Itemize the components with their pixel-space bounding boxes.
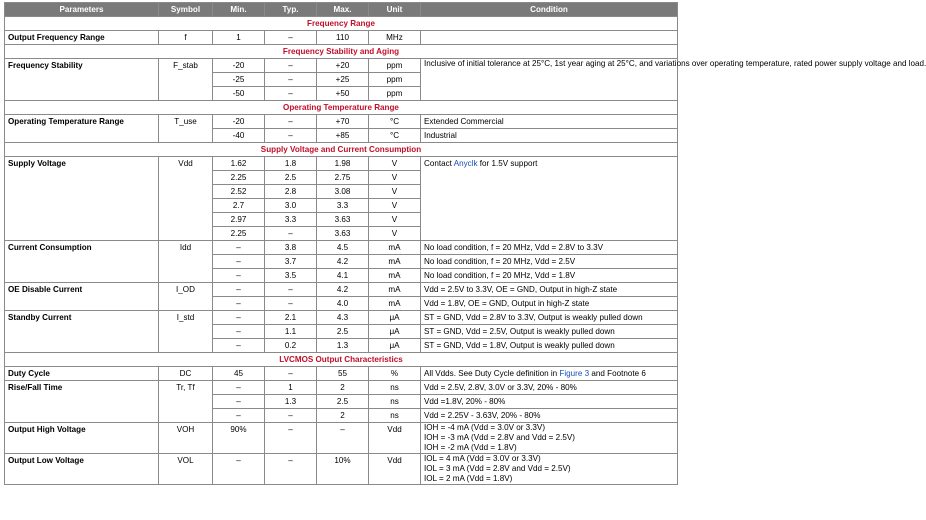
symbol-cell: Tr, Tf xyxy=(159,381,213,423)
param-frequency-stability: Frequency Stability xyxy=(5,59,159,101)
typ-cell: – xyxy=(265,129,317,143)
unit-cell: °C xyxy=(369,115,421,129)
typ-cell: 1.1 xyxy=(265,325,317,339)
section-row xyxy=(5,101,678,115)
min-cell: 1.62 xyxy=(213,157,265,171)
unit-cell: mA xyxy=(369,297,421,311)
symbol-cell: F_stab xyxy=(159,59,213,101)
max-cell: 2.5 xyxy=(317,395,369,409)
table-row xyxy=(5,311,678,325)
typ-cell: – xyxy=(265,73,317,87)
param-standby-current: Standby Current xyxy=(5,311,159,353)
max-cell: 4.2 xyxy=(317,283,369,297)
section-title-frequency-stability: Frequency Stability and Aging xyxy=(5,45,678,59)
typ-cell: – xyxy=(265,409,317,423)
unit-cell: μA xyxy=(369,325,421,339)
min-cell: – xyxy=(213,255,265,269)
max-cell: 55 xyxy=(317,367,369,381)
typ-cell: 1 xyxy=(265,381,317,395)
unit-cell: ppm xyxy=(369,73,421,87)
table-row xyxy=(5,31,678,45)
min-cell: – xyxy=(213,283,265,297)
table-row xyxy=(5,367,678,381)
max-cell: 10% xyxy=(317,454,369,485)
table-row xyxy=(5,381,678,395)
condition-cell xyxy=(421,367,678,381)
condition-cell: Vdd =1.8V, 20% - 80% xyxy=(421,395,678,409)
param-duty-cycle: Duty Cycle xyxy=(5,367,159,381)
param-output-high-voltage: Output High Voltage xyxy=(5,423,159,454)
section-row xyxy=(5,143,678,157)
max-cell: 4.1 xyxy=(317,269,369,283)
unit-cell: mA xyxy=(369,269,421,283)
symbol-cell: VOL xyxy=(159,454,213,485)
max-cell: 4.0 xyxy=(317,297,369,311)
unit-cell: mA xyxy=(369,283,421,297)
param-rise-fall-time: Rise/Fall Time xyxy=(5,381,159,423)
header-symbol: Symbol xyxy=(159,3,213,17)
min-cell: 2.7 xyxy=(213,199,265,213)
max-cell: 1.98 xyxy=(317,157,369,171)
typ-cell: 3.3 xyxy=(265,213,317,227)
header-condition: Condition xyxy=(421,3,678,17)
min-cell: 90% xyxy=(213,423,265,454)
section-title-supply-voltage: Supply Voltage and Current Consumption xyxy=(5,143,678,157)
header-parameters: Parameters xyxy=(5,3,159,17)
condition-cell: No load condition, f = 20 MHz, Vdd = 2.8V to 3.3V xyxy=(421,241,678,255)
max-cell: +25 xyxy=(317,73,369,87)
max-cell: 3.08 xyxy=(317,185,369,199)
symbol-cell: Vdd xyxy=(159,157,213,241)
symbol-cell: I_OD xyxy=(159,283,213,311)
unit-cell: °C xyxy=(369,129,421,143)
max-cell: 4.2 xyxy=(317,255,369,269)
max-cell: – xyxy=(317,423,369,454)
min-cell: – xyxy=(213,381,265,395)
condition-text: for 1.5V support xyxy=(477,159,538,168)
min-cell: -20 xyxy=(213,59,265,73)
max-cell: 2.5 xyxy=(317,325,369,339)
condition-cell: Vdd = 2.5V to 3.3V, OE = GND, Output in high-Z state xyxy=(421,283,678,297)
condition-text: and Footnote 6 xyxy=(589,368,646,378)
typ-cell: 3.0 xyxy=(265,199,317,213)
condition-cell: ST = GND, Vdd = 1.8V, Output is weakly pulled down xyxy=(421,339,678,353)
table-row xyxy=(5,157,678,171)
section-row xyxy=(5,17,678,31)
typ-cell: – xyxy=(265,87,317,101)
param-output-frequency-range: Output Frequency Range xyxy=(5,31,159,45)
max-cell: 4.3 xyxy=(317,311,369,325)
spec-table-container xyxy=(4,2,926,485)
min-cell: -20 xyxy=(213,115,265,129)
unit-cell: % xyxy=(369,367,421,381)
typ-cell: – xyxy=(265,283,317,297)
section-row xyxy=(5,353,678,367)
max-cell: 3.63 xyxy=(317,213,369,227)
max-cell: +20 xyxy=(317,59,369,73)
condition-cell: Vdd = 2.5V, 2.8V, 3.0V or 3.3V, 20% - 80% xyxy=(421,381,678,395)
unit-cell: MHz xyxy=(369,31,421,45)
typ-cell: 1.8 xyxy=(265,157,317,171)
typ-cell: 3.7 xyxy=(265,255,317,269)
condition-cell: No load condition, f = 20 MHz, Vdd = 1.8V xyxy=(421,269,678,283)
max-cell: 4.5 xyxy=(317,241,369,255)
unit-cell: Vdd xyxy=(369,454,421,485)
unit-cell: ns xyxy=(369,409,421,423)
min-cell: 1 xyxy=(213,31,265,45)
condition-line: IOH = -2 mA (Vdd = 1.8V) xyxy=(424,443,517,452)
unit-cell: ns xyxy=(369,395,421,409)
param-operating-temperature: Operating Temperature Range xyxy=(5,115,159,143)
typ-cell: – xyxy=(265,227,317,241)
typ-cell: – xyxy=(265,59,317,73)
typ-cell: – xyxy=(265,297,317,311)
min-cell: – xyxy=(213,409,265,423)
unit-cell: Vdd xyxy=(369,423,421,454)
section-title-operating-temperature: Operating Temperature Range xyxy=(5,101,678,115)
symbol-cell: DC xyxy=(159,367,213,381)
condition-cell: Industrial xyxy=(421,129,678,143)
param-output-low-voltage: Output Low Voltage xyxy=(5,454,159,485)
symbol-cell: f xyxy=(159,31,213,45)
max-cell: 3.3 xyxy=(317,199,369,213)
condition-cell xyxy=(421,423,678,454)
min-cell: – xyxy=(213,297,265,311)
typ-cell: 2.8 xyxy=(265,185,317,199)
anyclk-link[interactable]: Anyclk xyxy=(453,159,478,168)
condition-line: IOL = 4 mA (Vdd = 3.0V or 3.3V) xyxy=(424,454,541,463)
typ-cell: 0.2 xyxy=(265,339,317,353)
min-cell: -50 xyxy=(213,87,265,101)
min-cell: 2.97 xyxy=(213,213,265,227)
unit-cell: ns xyxy=(369,381,421,395)
condition-cell: Vdd = 2.25V - 3.63V, 20% - 80% xyxy=(421,409,678,423)
min-cell: – xyxy=(213,311,265,325)
max-cell: +85 xyxy=(317,129,369,143)
min-cell: -40 xyxy=(213,129,265,143)
max-cell: +70 xyxy=(317,115,369,129)
typ-cell: – xyxy=(265,31,317,45)
max-cell: 2 xyxy=(317,381,369,395)
symbol-cell: T_use xyxy=(159,115,213,143)
section-title-lvcmos-output: LVCMOS Output Characteristics xyxy=(5,353,678,367)
unit-cell: μA xyxy=(369,311,421,325)
table-row xyxy=(5,454,678,485)
unit-cell: V xyxy=(369,185,421,199)
electrical-characteristics-table xyxy=(4,2,926,485)
max-cell: +50 xyxy=(317,87,369,101)
min-cell: – xyxy=(213,339,265,353)
symbol-cell: Idd xyxy=(159,241,213,283)
table-row xyxy=(5,59,678,73)
unit-cell: V xyxy=(369,227,421,241)
min-cell: 2.25 xyxy=(213,171,265,185)
figure-3-link[interactable]: Figure 3 xyxy=(559,368,590,378)
unit-cell: V xyxy=(369,171,421,185)
header-typ: Typ. xyxy=(265,3,317,17)
min-cell: 45 xyxy=(213,367,265,381)
header-unit: Unit xyxy=(369,3,421,17)
max-cell: 1.3 xyxy=(317,339,369,353)
param-current-consumption: Current Consumption xyxy=(5,241,159,283)
unit-cell: mA xyxy=(369,241,421,255)
condition-line: IOH = -3 mA (Vdd = 2.8V and Vdd = 2.5V) xyxy=(424,433,575,442)
typ-cell: 3.8 xyxy=(265,241,317,255)
symbol-cell: VOH xyxy=(159,423,213,454)
condition-cell: Inclusive of initial tolerance at 25°C, 1st year aging at 25°C, and variations over operating temperature, rated power supply voltage and load. xyxy=(421,59,678,101)
table-header-row xyxy=(5,3,678,17)
max-cell: 2.75 xyxy=(317,171,369,185)
unit-cell: V xyxy=(369,157,421,171)
condition-cell xyxy=(421,157,678,241)
typ-cell: 2.1 xyxy=(265,311,317,325)
max-cell: 2 xyxy=(317,409,369,423)
header-min: Min. xyxy=(213,3,265,17)
unit-cell: ppm xyxy=(369,59,421,73)
unit-cell: ppm xyxy=(369,87,421,101)
condition-cell: ST = GND, Vdd = 2.5V, Output is weakly pulled down xyxy=(421,325,678,339)
typ-cell: 2.5 xyxy=(265,171,317,185)
min-cell: 2.52 xyxy=(213,185,265,199)
unit-cell: V xyxy=(369,199,421,213)
table-row xyxy=(5,241,678,255)
condition-line: IOL = 3 mA (Vdd = 2.8V and Vdd = 2.5V) xyxy=(424,464,571,473)
condition-cell: No load condition, f = 20 MHz, Vdd = 2.5V xyxy=(421,255,678,269)
unit-cell: mA xyxy=(369,255,421,269)
condition-cell: Extended Commercial xyxy=(421,115,678,129)
condition-line: IOH = -4 mA (Vdd = 3.0V or 3.3V) xyxy=(424,423,546,432)
table-row xyxy=(5,283,678,297)
param-supply-voltage: Supply Voltage xyxy=(5,157,159,241)
condition-cell xyxy=(421,454,678,485)
min-cell: 2.25 xyxy=(213,227,265,241)
section-row xyxy=(5,45,678,59)
condition-text: Contact xyxy=(424,159,454,168)
table-row xyxy=(5,423,678,454)
section-title-frequency-range: Frequency Range xyxy=(5,17,678,31)
max-cell: 110 xyxy=(317,31,369,45)
max-cell: 3.63 xyxy=(317,227,369,241)
header-max: Max. xyxy=(317,3,369,17)
min-cell: – xyxy=(213,325,265,339)
condition-text: All Vdds. See Duty Cycle definition in xyxy=(424,368,560,378)
typ-cell: 3.5 xyxy=(265,269,317,283)
condition-cell: ST = GND, Vdd = 2.8V to 3.3V, Output is weakly pulled down xyxy=(421,311,678,325)
typ-cell: – xyxy=(265,454,317,485)
min-cell: – xyxy=(213,395,265,409)
table-row xyxy=(5,115,678,129)
typ-cell: – xyxy=(265,423,317,454)
param-oe-disable-current: OE Disable Current xyxy=(5,283,159,311)
typ-cell: 1.3 xyxy=(265,395,317,409)
typ-cell: – xyxy=(265,115,317,129)
min-cell: – xyxy=(213,241,265,255)
unit-cell: V xyxy=(369,213,421,227)
unit-cell: μA xyxy=(369,339,421,353)
symbol-cell: I_std xyxy=(159,311,213,353)
min-cell: -25 xyxy=(213,73,265,87)
min-cell: – xyxy=(213,269,265,283)
condition-cell xyxy=(421,31,678,45)
condition-line: IOL = 2 mA (Vdd = 1.8V) xyxy=(424,474,513,483)
min-cell: – xyxy=(213,454,265,485)
condition-cell: Vdd = 1.8V, OE = GND, Output in high-Z state xyxy=(421,297,678,311)
typ-cell: – xyxy=(265,367,317,381)
